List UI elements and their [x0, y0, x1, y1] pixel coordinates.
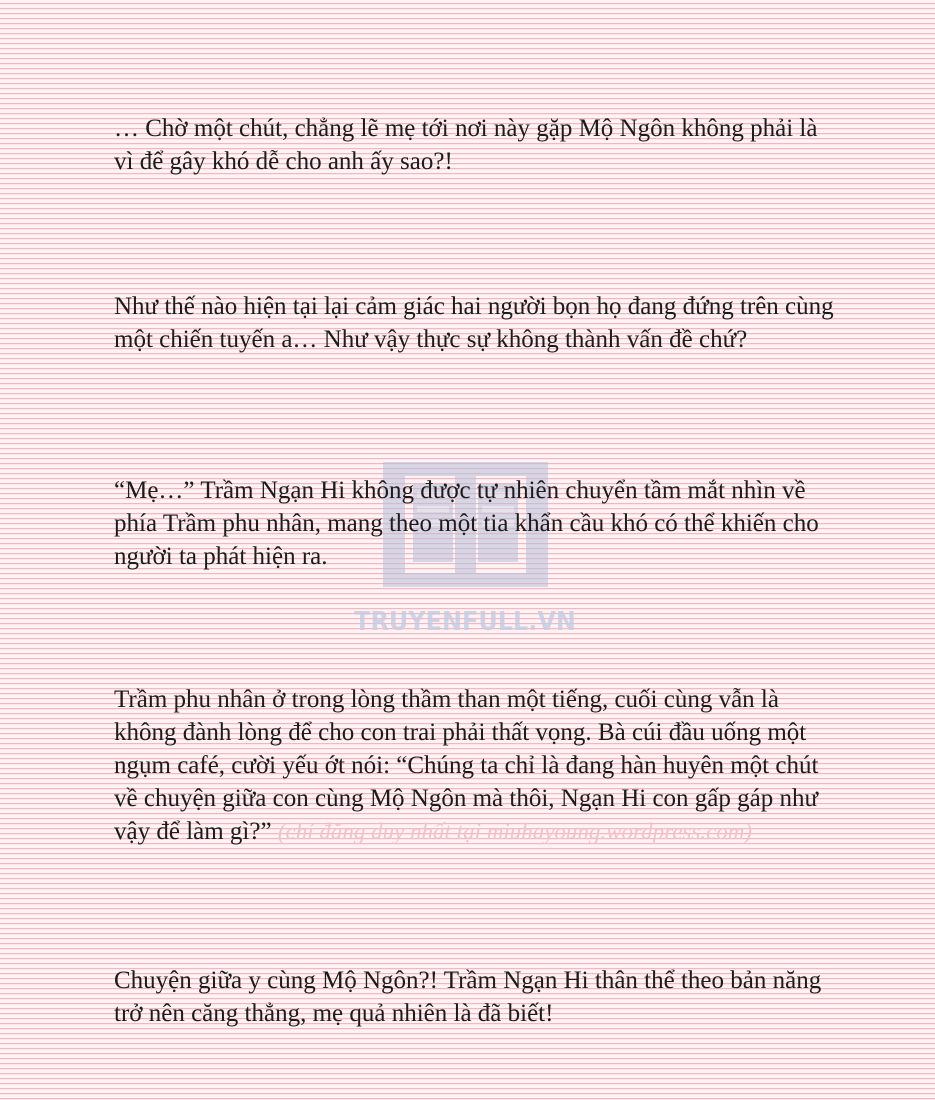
- paragraph-2-text: Như thế nào hiện tại lại cảm giác hai người bọn họ đang đứng trên cùng một chiến tuyến a… Như vậy thực sự không thành vấn đề chứ?: [114, 293, 834, 353]
- paragraph-5: [114, 964, 834, 1030]
- paragraph-5-text: Chuyện giữa y cùng Mộ Ngôn?! Trầm Ngạn Hi thân thể theo bản năng trở nên căng thẳng, mẹ quả nhiên là đã biết!: [114, 967, 822, 1027]
- paragraph-2: [114, 290, 834, 356]
- paragraph-4: [114, 683, 834, 848]
- paragraph-3-text: “Mẹ…” Trầm Ngạn Hi không được tự nhiên chuyển tầm mắt nhìn về phía Trầm phu nhân, mang theo một tia khẩn cầu khó có thể khiến cho người ta phát hiện ra.: [114, 477, 819, 570]
- watermark-label: TRUYENFULL.VN: [354, 607, 576, 637]
- paragraph-4-text: Trầm phu nhân ở trong lòng thầm than một tiếng, cuối cùng vẫn là không đành lòng để cho con trai phải thất vọng. Bà cúi đầu uống một ngụm café, cười yếu ớt nói: “Chúng ta chỉ là đang hàn huyên một chút về chuyện giữa con cùng Mộ Ngôn mà thôi, Ngạn Hi con gấp gáp như vậy để làm gì?”: [114, 686, 819, 845]
- paragraph-1-text: … Chờ một chút, chẳng lẽ mẹ tới nơi này gặp Mộ Ngôn không phải là vì để gây khó dễ cho anh ấy sao?!: [114, 115, 818, 175]
- source-note: (chỉ đăng duy nhất tại miuhayoung.wordpress.com): [277, 819, 753, 844]
- paragraph-1: [114, 112, 834, 178]
- paragraph-3: [114, 474, 834, 573]
